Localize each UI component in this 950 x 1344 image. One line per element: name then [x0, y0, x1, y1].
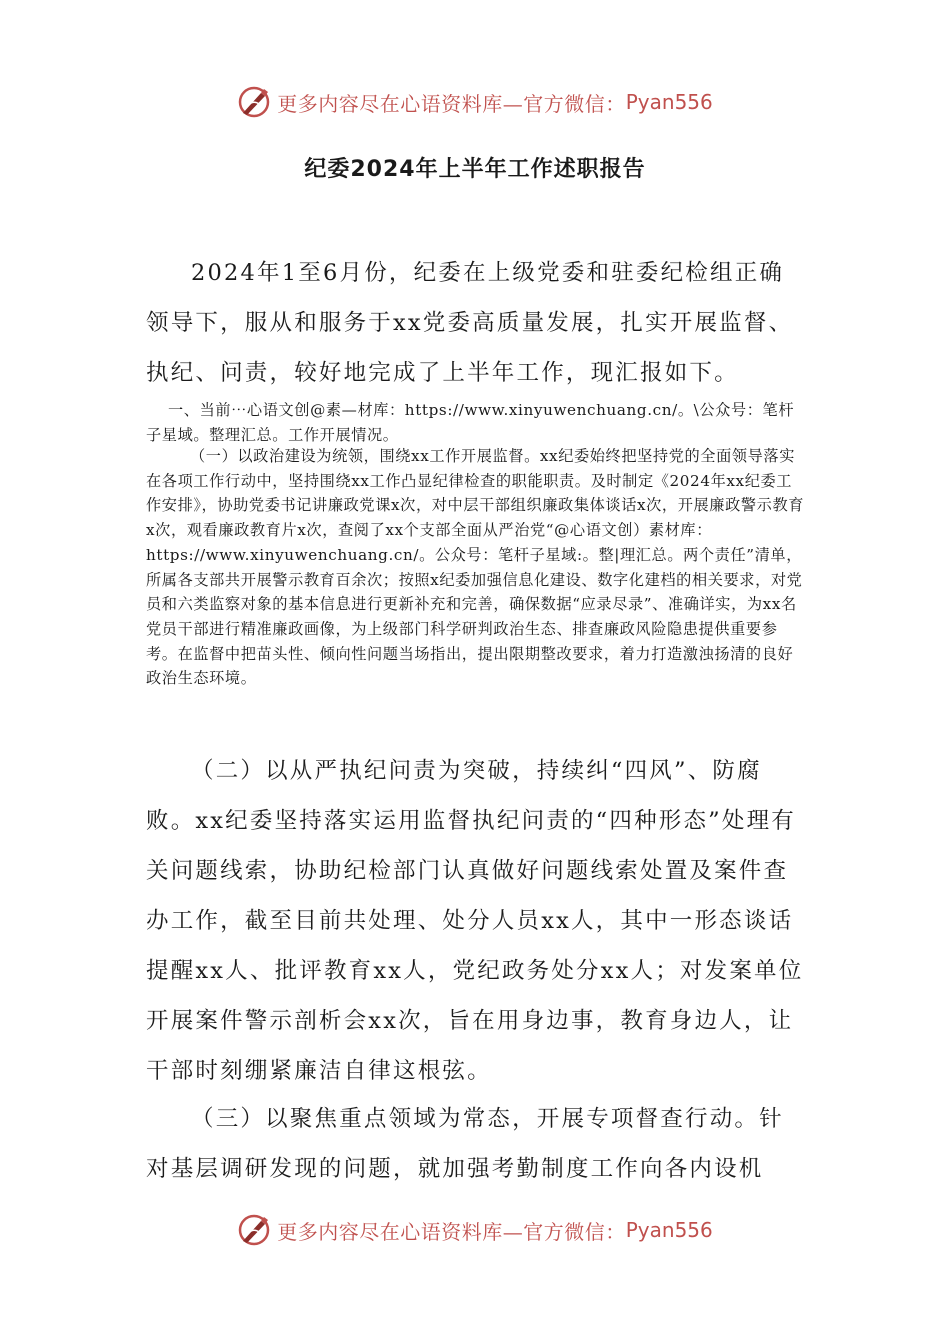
banner-text: 更多内容尽在心语资料库—官方微信： [277, 1219, 626, 1244]
bottom-banner [0, 1210, 950, 1250]
banner-wechat-id: Pyan556 [625, 90, 713, 114]
top-banner [0, 82, 950, 122]
section-1-heading: 一、当前⋯心语文创@素—材库：https://www.xinyuwenchuang.cn/。\公众号：笔杆子星域。整理汇总。工作开展情况。 [146, 401, 795, 444]
subsection-3-paragraph: （三）以聚焦重点领域为常态，开展专项督查行动。针对基层调研发现的问题，就加强考勤制度工作向各内设机 [146, 1106, 784, 1182]
banner-wechat-id: Pyan556 [625, 1218, 713, 1242]
pen-circle-logo-icon [237, 1213, 271, 1247]
banner-text: 更多内容尽在心语资料库—官方微信： [277, 91, 626, 116]
document-title: 纪委2024年上半年工作述职报告 [304, 157, 646, 182]
subsection-1-paragraph: （一）以政治建设为统领，围绕xx工作开展监督。xx纪委始终把坚持党的全面领导落实在各项工作行动中，坚持围绕xx工作凸显纪律检查的职能职责。及时制定《2024年xx纪委工作安排》，协助党委书记讲廉政党课x次，对中层干部组织廉政集体谈话x次，开展廉政警示教育x次，观看廉政教育片x次，查阅了xx个支部全面从严治党“@心语文创）素材库：https://www.xinyuwenchuang.cn/。公众号：笔杆子星域:。整|理汇总。两个责任”清单，所属各支部共开展警示教育百余次；按照x纪委加强信息化建设、数字化建档的相关要求，对党员和六类监察对象的基本信息进行更新补充和完善，确保数据“应录尽录”、准确详实，为xx名党员干部进行精准廉政画像，为上级部门科学研判政治生态、排查廉政风险隐患提供重要参考。在监督中把苗头性、倾向性问题当场指出，提出限期整改要求，着力打造激浊扬清的良好政治生态环境。 [146, 447, 805, 688]
subsection-2-paragraph: （二）以从严执纪问责为突破，持续纠“四风”、防腐败。xx纪委坚持落实运用监督执纪问责的“四种形态”处理有关问题线索，协助纪检部门认真做好问题线索处置及案件查办工作，截至目前共处理、处分人员xx人，其中一形态谈话提醒xx人、批评教育xx人，党纪政务处分xx人；对发案单位开展案件警示剖析会xx次，旨在用身边事，教育身边人，让干部时刻绷紧廉洁自律这根弦。 [146, 758, 804, 1084]
intro-paragraph: 2024年1至6月份，纪委在上级党委和驻委纪检组正确领导下，服从和服务于xx党委高质量发展，扎实开展监督、执纪、问责，较好地完成了上半年工作，现汇报如下。 [146, 260, 794, 386]
pen-circle-logo-icon [237, 85, 271, 119]
